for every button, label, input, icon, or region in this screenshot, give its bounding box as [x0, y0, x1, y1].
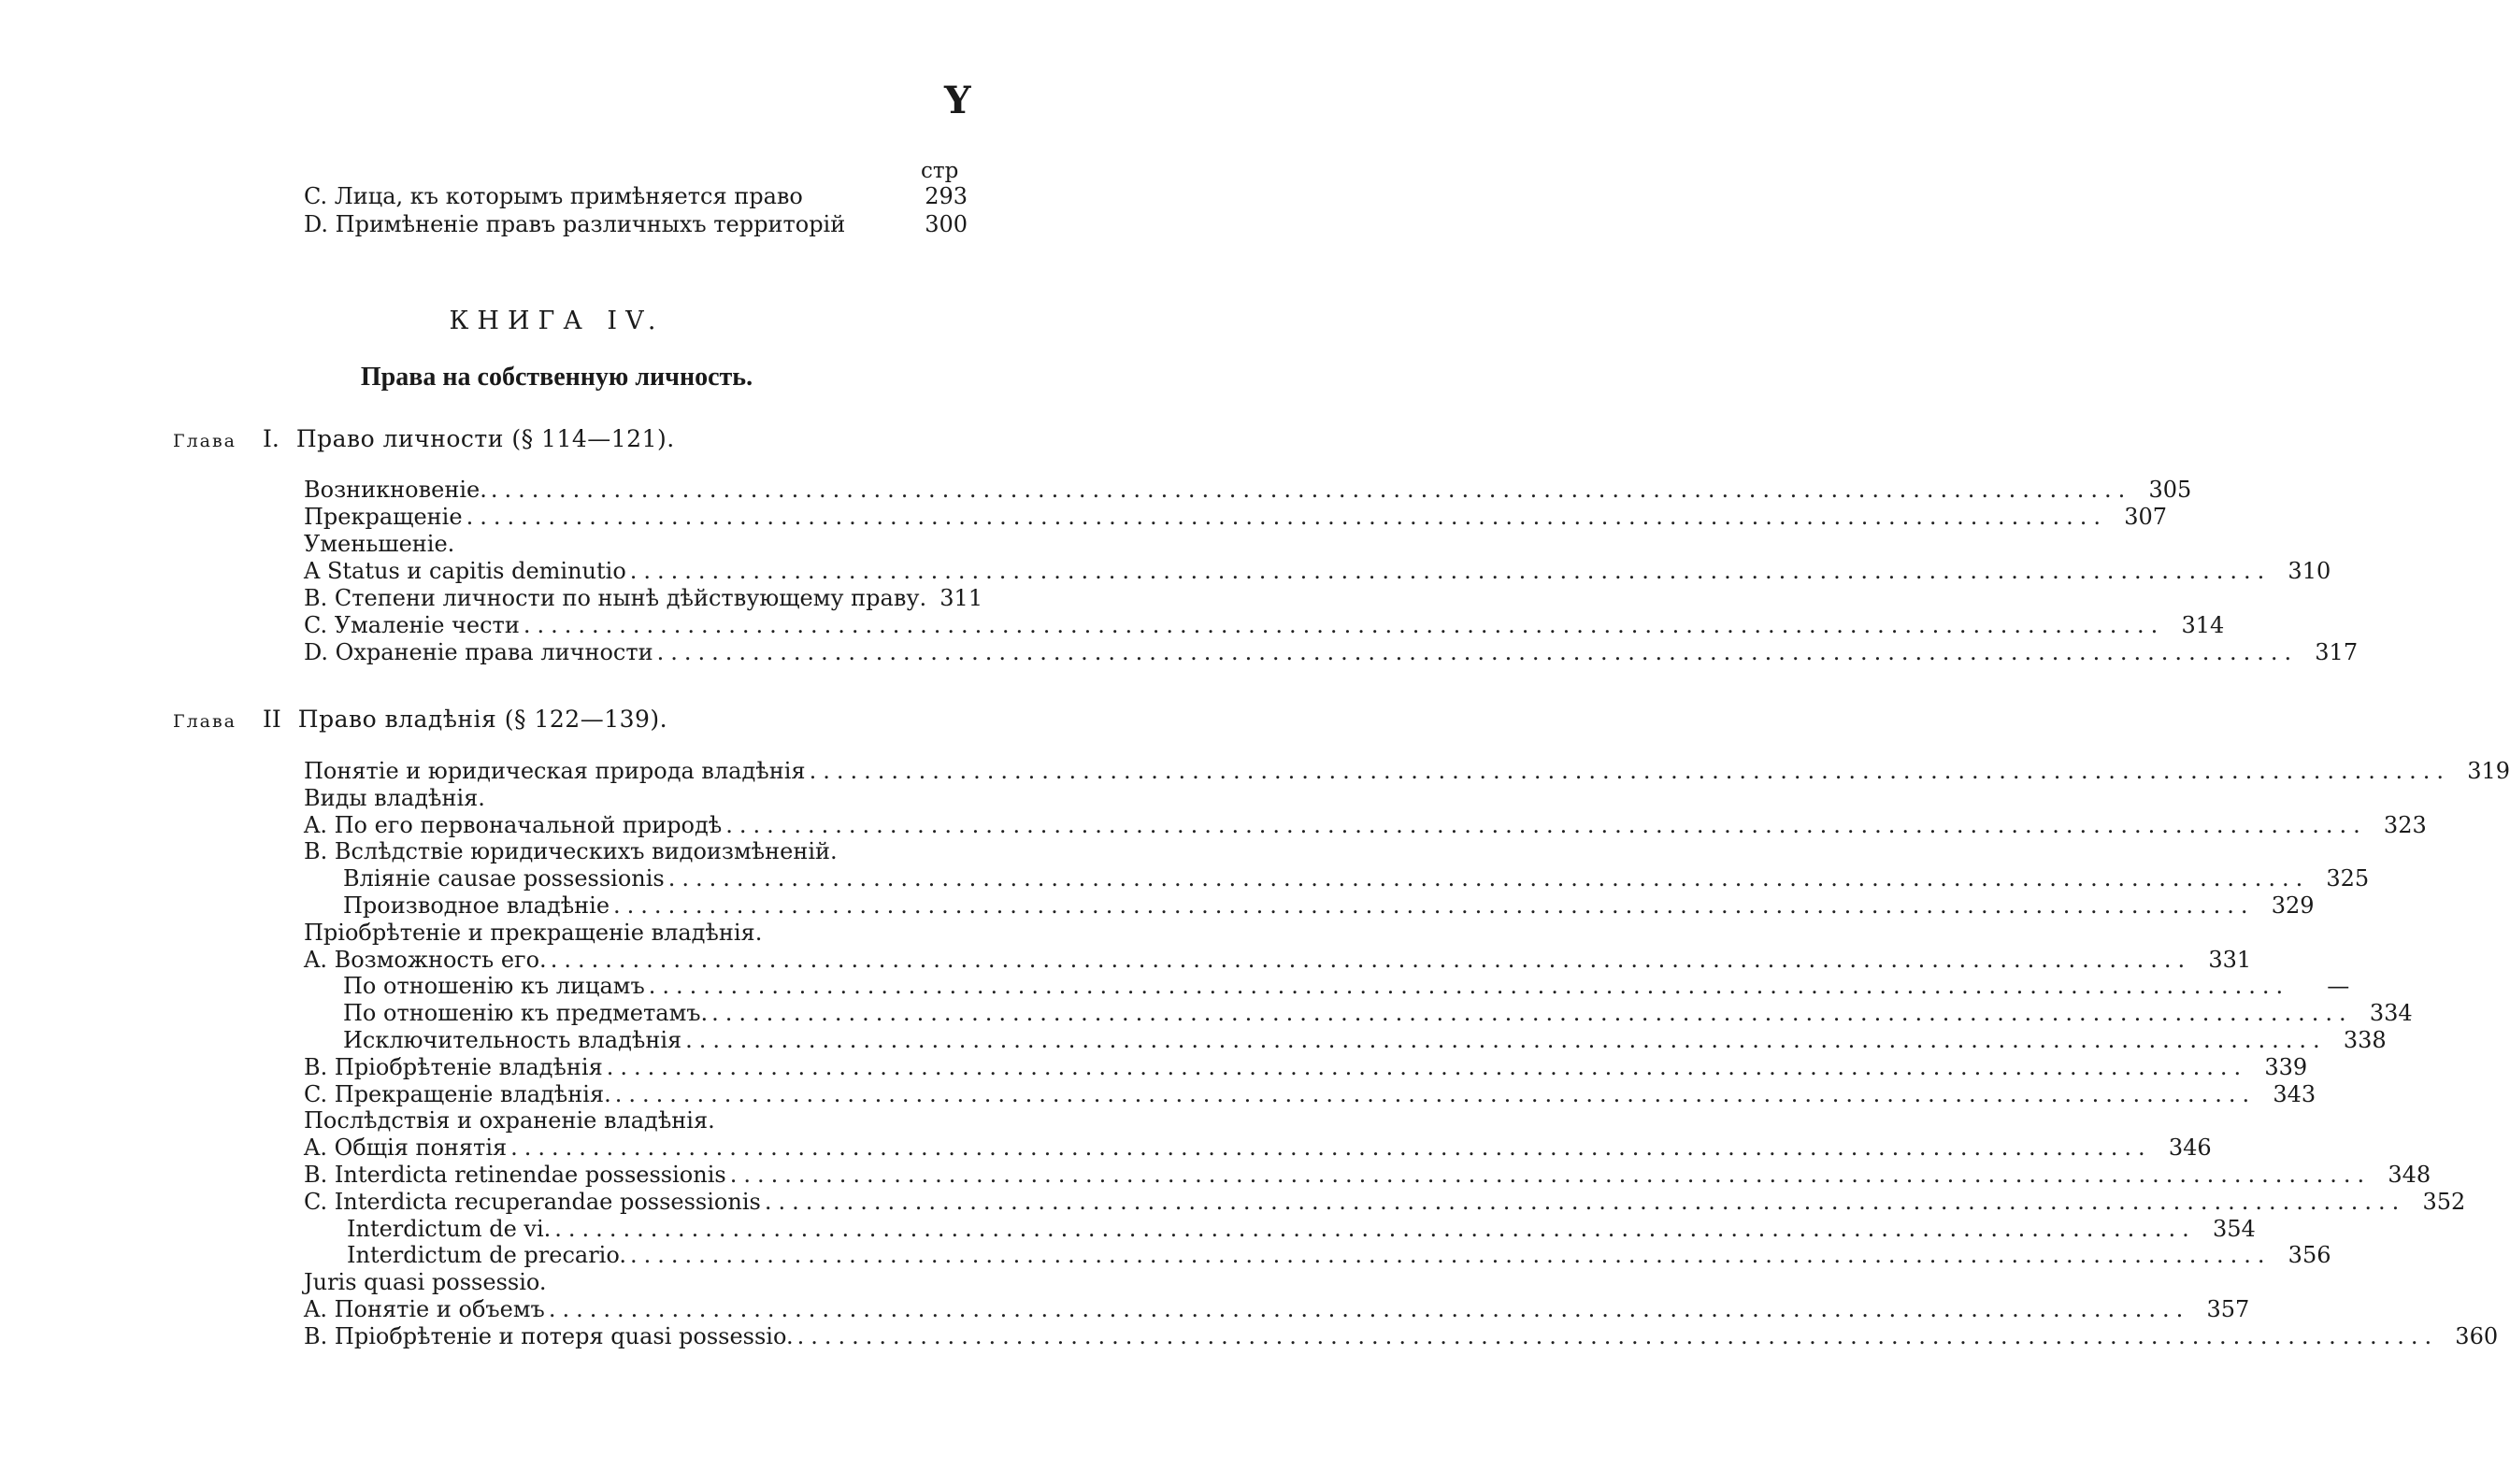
- page-number: Y: [944, 78, 971, 122]
- toc-entry-page: 348: [2388, 1162, 2431, 1188]
- toc-entry-page: 343: [2273, 1080, 2316, 1107]
- toc-entry-label: Послѣдствія и охраненіе владѣнія.: [304, 1107, 715, 1134]
- toc-entry-page: —: [2327, 973, 2350, 1000]
- toc-entry[interactable]: [304, 558, 2331, 586]
- toc-entry[interactable]: [304, 946, 2252, 975]
- toc-entry[interactable]: [347, 1242, 2331, 1270]
- toc-entry-label: Juris quasi possessio.: [304, 1269, 547, 1296]
- chapter-heading: [173, 706, 667, 733]
- toc-entry[interactable]: [304, 1322, 2499, 1351]
- toc-entry-page: 352: [2422, 1188, 2466, 1215]
- toc-entry-label: Виды владѣнія.: [304, 784, 485, 811]
- dot-leader: ........................................................................................................................: [648, 973, 2290, 1000]
- toc-entry-label: Исключительность владѣнія: [343, 1027, 682, 1053]
- toc-entry[interactable]: [304, 1134, 2212, 1163]
- toc-entry-label: B. Interdicta retinendae possessionis: [304, 1162, 726, 1188]
- dot-leader: ........................................................................................................................: [629, 558, 2272, 584]
- book-heading: КНИГА IV.: [449, 307, 665, 335]
- toc-entry-label: C. Лица, къ которымъ примѣняется право: [304, 183, 803, 209]
- dot-leader: ........................................................................................................................: [554, 1215, 2196, 1242]
- chapter-number: II: [263, 706, 281, 733]
- dot-leader: ........................................................................................................................: [729, 1162, 2372, 1188]
- toc-entry[interactable]: [347, 1215, 2256, 1244]
- chapter-title: Право личности (§ 114—121).: [295, 425, 675, 452]
- toc-entry-page: 356: [2288, 1242, 2331, 1269]
- toc-entry-page: 360: [2455, 1322, 2499, 1349]
- dot-leader: ........................................................................................................................: [523, 612, 2165, 638]
- dot-leader: ........................................................................................................................: [606, 1053, 2248, 1080]
- toc-entry-label: Interdictum de vi.: [347, 1215, 552, 1242]
- toc-entry-page: 293: [925, 183, 968, 209]
- toc-entry-label: Уменьшеніе.: [304, 531, 455, 557]
- toc-entry-page: 305: [2148, 477, 2192, 503]
- toc-entry-label: Понятіе и юридическая природа владѣнія: [304, 758, 806, 784]
- toc-entry-page: 334: [2369, 1000, 2413, 1027]
- toc-entry-page: 311: [939, 585, 983, 611]
- toc-entry-page: 323: [2383, 811, 2427, 838]
- dot-leader: ........................................................................................................................: [548, 1296, 2190, 1322]
- toc-entry-page: 331: [2208, 946, 2252, 973]
- toc-entry-label: C. Умаленіе чести: [304, 612, 520, 638]
- toc-entry-label: D. Охраненіе права личности: [304, 639, 653, 665]
- toc-entry-label: B. Степени личности по нынѣ дѣйствующему праву.: [304, 585, 927, 611]
- toc-entry-page: 346: [2168, 1134, 2212, 1162]
- toc-entry-label: По отношенію къ предметамъ.: [343, 1000, 709, 1027]
- toc-entry[interactable]: [343, 865, 2370, 893]
- toc-entry[interactable]: [304, 531, 968, 559]
- chapter-number: I.: [263, 425, 280, 452]
- toc-entry[interactable]: [304, 504, 2168, 532]
- toc-entry-label: A Status и capitis deminutio: [304, 558, 626, 584]
- toc-entry[interactable]: [304, 920, 968, 948]
- toc-entry-label: Вліяніе causae possessionis: [343, 865, 665, 892]
- toc-entry[interactable]: [304, 785, 968, 813]
- toc-entry-page: 338: [2343, 1027, 2387, 1053]
- dot-leader: ........................................................................................................................: [725, 811, 2367, 838]
- chapter-title: Право владѣнія (§ 122—139).: [297, 706, 668, 733]
- dot-leader: ........................................................................................................................: [796, 1322, 2439, 1349]
- toc-entry-label: A. Общія понятія: [304, 1134, 508, 1162]
- toc-entry[interactable]: [304, 1053, 2308, 1082]
- dot-leader: ........................................................................................................................: [510, 1134, 2152, 1162]
- toc-entry-label: Пріобрѣтеніе и прекращеніе владѣнія.: [304, 919, 763, 946]
- toc-entry[interactable]: [343, 973, 2350, 1001]
- toc-entry-page: 339: [2264, 1053, 2308, 1080]
- toc-entry-label: Производное владѣніе: [343, 892, 610, 919]
- dot-leader: ........................................................................................................................: [764, 1188, 2406, 1215]
- dot-leader: ........................................................................................................................: [667, 865, 2310, 892]
- toc-entry[interactable]: [304, 758, 2510, 786]
- toc-entry-label: C. Прекращеніе владѣнія.: [304, 1080, 611, 1107]
- toc-entry[interactable]: [304, 1080, 2316, 1109]
- toc-entry[interactable]: [304, 1296, 2250, 1324]
- toc-entry-page: 307: [2124, 504, 2168, 530]
- dot-leader: ........................................................................................................................: [614, 1080, 2257, 1107]
- page-column-label: стр: [921, 159, 959, 183]
- dot-leader: ........................................................................................................................: [550, 946, 2192, 973]
- toc-entry-page: 329: [2271, 892, 2315, 919]
- toc-entry[interactable]: [343, 1000, 2413, 1028]
- toc-entry-page: 310: [2288, 558, 2331, 584]
- toc-entry-label: По отношенію къ лицамъ: [343, 973, 645, 1000]
- dot-leader: ........................................................................................................................: [711, 1000, 2353, 1027]
- toc-entry-label: A. По его первоначальной природѣ: [304, 811, 723, 838]
- toc-entry[interactable]: [304, 1162, 2431, 1190]
- toc-entry-label: Возникновеніе.: [304, 477, 487, 503]
- dot-leader: ........................................................................................................................: [466, 504, 2108, 530]
- toc-entry[interactable]: [304, 183, 968, 211]
- toc-entry-page: 354: [2212, 1215, 2256, 1242]
- dot-leader: ........................................................................................................................: [809, 758, 2451, 784]
- toc-entry-label: B. Пріобрѣтеніе и потеря quasi possessio.: [304, 1322, 794, 1349]
- toc-entry[interactable]: [304, 1188, 2466, 1217]
- toc-entry-label: D. Примѣненіе правъ различныхъ территорій: [304, 211, 846, 237]
- toc-entry[interactable]: [343, 1027, 2387, 1055]
- toc-entry-label: Interdictum de precario.: [347, 1242, 627, 1269]
- toc-entry-label: B. Пріобрѣтеніе владѣнія: [304, 1053, 603, 1080]
- chapter-heading: [173, 425, 675, 452]
- dot-leader: ........................................................................................................................: [685, 1027, 2327, 1053]
- toc-entry-label: A. Возможность его.: [304, 946, 547, 973]
- toc-entry-page: 314: [2181, 612, 2225, 638]
- toc-entry-label: C. Interdicta recuperandae possessionis: [304, 1188, 761, 1215]
- toc-entry-label: Прекращеніе: [304, 504, 463, 530]
- dot-leader: ........................................................................................................................: [490, 477, 2132, 503]
- toc-entry[interactable]: [304, 612, 2225, 640]
- toc-entry-label: B. Вслѣдствіе юридическихъ видоизмѣненій.: [304, 838, 838, 865]
- dot-leader: ........................................................................................................................: [613, 892, 2255, 919]
- part-title: Права на собственную личность.: [360, 363, 753, 392]
- toc-entry[interactable]: [304, 811, 2427, 840]
- toc-entry[interactable]: [304, 1107, 968, 1135]
- dot-leader: ........................................................................................................................: [630, 1242, 2272, 1269]
- toc-entry-page: 300: [925, 211, 968, 237]
- toc-entry-page: 319: [2467, 758, 2510, 784]
- chapter-label: Глава: [173, 711, 237, 732]
- dot-leader: ........................................................................................................................: [656, 639, 2299, 665]
- toc-entry[interactable]: [304, 211, 968, 239]
- toc-entry[interactable]: [343, 892, 2315, 920]
- toc-entry[interactable]: [304, 585, 983, 613]
- toc-entry-page: 325: [2326, 865, 2370, 892]
- toc-entry-page: 317: [2315, 639, 2359, 665]
- toc-entry[interactable]: [304, 477, 2192, 505]
- toc-entry[interactable]: [304, 838, 968, 866]
- toc-entry[interactable]: [304, 1269, 968, 1297]
- toc-entry-label: A. Понятіе и объемъ: [304, 1296, 545, 1322]
- chapter-label: Глава: [173, 431, 237, 451]
- toc-entry-page: 357: [2206, 1296, 2250, 1322]
- toc-entry[interactable]: [304, 639, 2359, 667]
